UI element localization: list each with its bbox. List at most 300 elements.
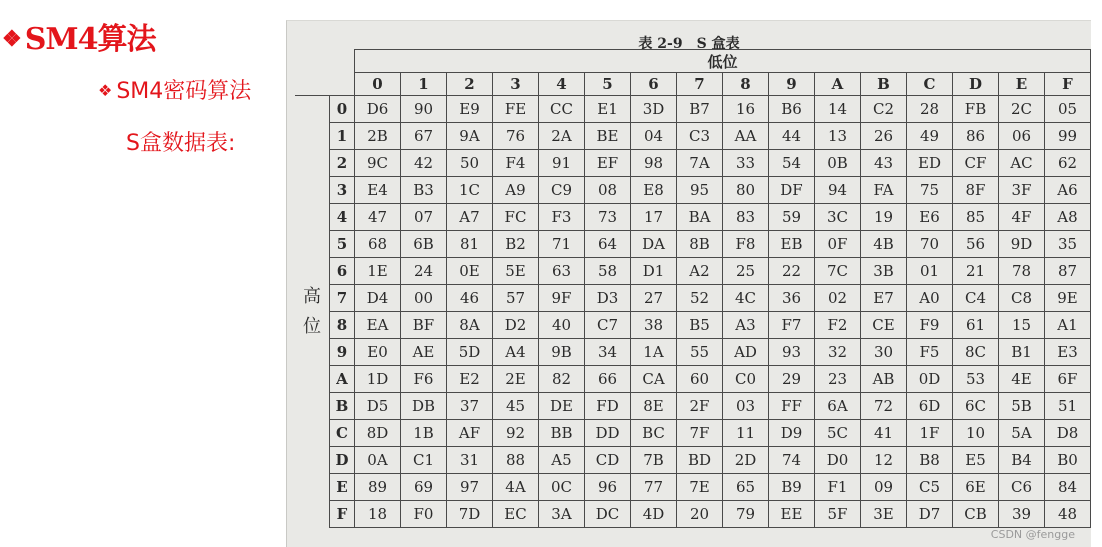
sbox-cell: 4F	[999, 204, 1045, 231]
sbox-cell: D2	[493, 312, 539, 339]
sbox-cell: 77	[631, 474, 677, 501]
sbox-cell: BB	[539, 420, 585, 447]
sbox-cell: 73	[585, 204, 631, 231]
sbox-cell: 80	[723, 177, 769, 204]
column-header: B	[861, 73, 907, 96]
sbox-cell: D8	[1045, 420, 1091, 447]
sbox-cell: FD	[585, 393, 631, 420]
sbox-cell: 8B	[677, 231, 723, 258]
sbox-cell: 12	[861, 447, 907, 474]
sbox-cell: 4B	[861, 231, 907, 258]
sbox-cell: 63	[539, 258, 585, 285]
sbox-cell: 62	[1045, 150, 1091, 177]
sbox-cell: 22	[769, 258, 815, 285]
sbox-cell: C4	[953, 285, 999, 312]
sbox-cell: 97	[447, 474, 493, 501]
sbox-cell: 34	[585, 339, 631, 366]
sbox-cell: B5	[677, 312, 723, 339]
sbox-cell: 53	[953, 366, 999, 393]
sbox-cell: 98	[631, 150, 677, 177]
sbox-cell: D1	[631, 258, 677, 285]
sbox-cell: 8D	[355, 420, 401, 447]
table-row	[295, 150, 1091, 177]
sbox-cell: C0	[723, 366, 769, 393]
sbox-cell: E8	[631, 177, 677, 204]
sbox-cell: B3	[401, 177, 447, 204]
sbox-cell: F3	[539, 204, 585, 231]
sbox-cell: 1F	[907, 420, 953, 447]
column-header: 2	[447, 73, 493, 96]
sbox-cell: 2B	[355, 123, 401, 150]
sbox-cell: EB	[769, 231, 815, 258]
sbox-cell: DA	[631, 231, 677, 258]
sbox-cell: 5F	[815, 501, 861, 528]
sbox-cell: 7C	[815, 258, 861, 285]
sbox-cell: 4E	[999, 366, 1045, 393]
column-header: 6	[631, 73, 677, 96]
table-caption: 表 2-9 S 盒表	[638, 36, 740, 52]
sbox-cell: C3	[677, 123, 723, 150]
sbox-cell: 10	[953, 420, 999, 447]
table-corner	[295, 50, 355, 96]
sbox-cell: 5E	[493, 258, 539, 285]
sbox-cell: BC	[631, 420, 677, 447]
sbox-cell: 8E	[631, 393, 677, 420]
subtitle	[98, 74, 251, 105]
sbox-cell: 32	[815, 339, 861, 366]
sbox-cell: 4C	[723, 285, 769, 312]
sbox-cell: E7	[861, 285, 907, 312]
sbox-cell: 28	[907, 96, 953, 123]
sbox-cell: 2A	[539, 123, 585, 150]
sbox-cell: B8	[907, 447, 953, 474]
sbox-cell: 82	[539, 366, 585, 393]
table-row	[295, 177, 1091, 204]
sbox-cell: 74	[769, 447, 815, 474]
sbox-cell: 5D	[447, 339, 493, 366]
sbox-cell: B7	[677, 96, 723, 123]
sbox-cell: 49	[907, 123, 953, 150]
sbox-cell: 9D	[999, 231, 1045, 258]
sbox-cell: A6	[1045, 177, 1091, 204]
sbox-cell: 92	[493, 420, 539, 447]
sbox-cell: 29	[769, 366, 815, 393]
sbox-cell: 1C	[447, 177, 493, 204]
row-header: 0	[330, 96, 355, 123]
sbox-cell: ED	[907, 150, 953, 177]
sbox-cell: EC	[493, 501, 539, 528]
table-row	[295, 258, 1091, 285]
sbox-cell: B2	[493, 231, 539, 258]
table-row	[295, 420, 1091, 447]
table-row	[295, 393, 1091, 420]
sbox-cell: 93	[769, 339, 815, 366]
sbox-cell: 57	[493, 285, 539, 312]
sbox-cell: 55	[677, 339, 723, 366]
sbox-cell: FE	[493, 96, 539, 123]
sbox-cell: 15	[999, 312, 1045, 339]
sbox-cell: 3E	[861, 501, 907, 528]
sbox-cell: 69	[401, 474, 447, 501]
sbox-cell: 60	[677, 366, 723, 393]
sbox-cell: E4	[355, 177, 401, 204]
sbox-cell: 54	[769, 150, 815, 177]
sbox-cell: 72	[861, 393, 907, 420]
slide-title-text: SM4算法	[24, 22, 156, 57]
sbox-cell: 0C	[539, 474, 585, 501]
sbox-cell: 0E	[447, 258, 493, 285]
diamond-bullet-icon: ❖	[2, 26, 21, 52]
row-header: A	[330, 366, 355, 393]
sbox-cell: 78	[999, 258, 1045, 285]
sbox-cell: 6B	[401, 231, 447, 258]
sbox-cell: 95	[677, 177, 723, 204]
table-row	[295, 501, 1091, 528]
sbox-cell: BA	[677, 204, 723, 231]
sbox-cell: F4	[493, 150, 539, 177]
sbox-cell: 0A	[355, 447, 401, 474]
sbox-cell: 99	[1045, 123, 1091, 150]
sbox-cell: F2	[815, 312, 861, 339]
sbox-cell: A5	[539, 447, 585, 474]
sbox-cell: BD	[677, 447, 723, 474]
sbox-cell: F0	[401, 501, 447, 528]
column-header: 5	[585, 73, 631, 96]
sbox-cell: 4D	[631, 501, 677, 528]
sbox-cell: C5	[907, 474, 953, 501]
sbox-cell: AE	[401, 339, 447, 366]
row-header: 5	[330, 231, 355, 258]
table-row	[295, 204, 1091, 231]
sbox-cell: 81	[447, 231, 493, 258]
sbox-cell: 43	[861, 150, 907, 177]
sbox-cell: 61	[953, 312, 999, 339]
sbox-cell: F8	[723, 231, 769, 258]
sbox-cell: FC	[493, 204, 539, 231]
sbox-cell: 11	[723, 420, 769, 447]
sbox-cell: 02	[815, 285, 861, 312]
sbox-cell: 44	[769, 123, 815, 150]
sbox-cell: 85	[953, 204, 999, 231]
sbox-cell: 5C	[815, 420, 861, 447]
sbox-cell: AF	[447, 420, 493, 447]
watermark: CSDN @fengge	[990, 528, 1075, 541]
sbox-cell: 0D	[907, 366, 953, 393]
sbox-cell: C9	[539, 177, 585, 204]
sbox-cell: 00	[401, 285, 447, 312]
sbox-cell: 9E	[1045, 285, 1091, 312]
row-header: 9	[330, 339, 355, 366]
sbox-cell: 1D	[355, 366, 401, 393]
sbox-cell: 2C	[999, 96, 1045, 123]
sbox-cell: A2	[677, 258, 723, 285]
sbox-cell: E3	[1045, 339, 1091, 366]
sbox-cell: 6C	[953, 393, 999, 420]
sbox-cell: 04	[631, 123, 677, 150]
sbox-cell: 18	[355, 501, 401, 528]
sbox-cell: D5	[355, 393, 401, 420]
sbox-cell: 67	[401, 123, 447, 150]
sbox-cell: A3	[723, 312, 769, 339]
sbox-cell: 23	[815, 366, 861, 393]
sbox-cell: 33	[723, 150, 769, 177]
sbox-cell: 1A	[631, 339, 677, 366]
sbox-cell: DF	[769, 177, 815, 204]
sbox-cell: B6	[769, 96, 815, 123]
table-row	[295, 447, 1091, 474]
sbox-cell: C2	[861, 96, 907, 123]
sbox-cell: AC	[999, 150, 1045, 177]
sbox-cell: BE	[585, 123, 631, 150]
sbox-cell: 7E	[677, 474, 723, 501]
sbox-cell: 87	[1045, 258, 1091, 285]
sbox-cell: 6E	[953, 474, 999, 501]
sbox-cell: 21	[953, 258, 999, 285]
low-bits-header: 低位	[355, 50, 1091, 73]
sbox-cell: E9	[447, 96, 493, 123]
sbox-cell: B0	[1045, 447, 1091, 474]
sbox-cell: D9	[769, 420, 815, 447]
sbox-cell: DC	[585, 501, 631, 528]
sbox-cell: 91	[539, 150, 585, 177]
column-header: 7	[677, 73, 723, 96]
sbox-cell: BF	[401, 312, 447, 339]
sbox-cell: 9F	[539, 285, 585, 312]
high-bits-header: 高 位	[295, 96, 330, 528]
sbox-cell: D3	[585, 285, 631, 312]
sbox-cell: 30	[861, 339, 907, 366]
slide-title	[2, 14, 155, 58]
row-header: 3	[330, 177, 355, 204]
column-header: 3	[493, 73, 539, 96]
column-header: 1	[401, 73, 447, 96]
sbox-cell: 17	[631, 204, 677, 231]
row-header: D	[330, 447, 355, 474]
sbox-cell: 14	[815, 96, 861, 123]
sbox-cell: 4A	[493, 474, 539, 501]
sbox-cell: E6	[907, 204, 953, 231]
sbox-cell: D0	[815, 447, 861, 474]
column-header: 4	[539, 73, 585, 96]
sbox-cell: F9	[907, 312, 953, 339]
table-row	[295, 312, 1091, 339]
sbox-cell: 42	[401, 150, 447, 177]
sbox-cell: 79	[723, 501, 769, 528]
row-header: C	[330, 420, 355, 447]
sbox-cell: 8C	[953, 339, 999, 366]
sbox-cell: 26	[861, 123, 907, 150]
sbox-cell: 9B	[539, 339, 585, 366]
sbox-cell: 31	[447, 447, 493, 474]
sbox-cell: B1	[999, 339, 1045, 366]
sbox-cell: 5A	[999, 420, 1045, 447]
sbox-cell: 20	[677, 501, 723, 528]
column-header: 9	[769, 73, 815, 96]
sbox-cell: 27	[631, 285, 677, 312]
sbox-cell: 68	[355, 231, 401, 258]
sbox-cell: 3F	[999, 177, 1045, 204]
sbox-cell: CD	[585, 447, 631, 474]
sbox-cell: 2F	[677, 393, 723, 420]
table-row	[295, 231, 1091, 258]
sbox-cell: 01	[907, 258, 953, 285]
sbox-cell: 75	[907, 177, 953, 204]
sbox-cell: 5B	[999, 393, 1045, 420]
sbox-cell: 37	[447, 393, 493, 420]
sbox-cell: 39	[999, 501, 1045, 528]
sbox-cell: 0B	[815, 150, 861, 177]
sbox-cell: B4	[999, 447, 1045, 474]
sbox-cell: A0	[907, 285, 953, 312]
sbox-cell: 03	[723, 393, 769, 420]
sbox-cell: E5	[953, 447, 999, 474]
row-header: 1	[330, 123, 355, 150]
sbox-cell: 88	[493, 447, 539, 474]
sbox-cell: 94	[815, 177, 861, 204]
sbox-cell: 08	[585, 177, 631, 204]
sbox-cell: D6	[355, 96, 401, 123]
sbox-cell: DD	[585, 420, 631, 447]
sbox-cell: 6F	[1045, 366, 1091, 393]
sbox-cell: 07	[401, 204, 447, 231]
sbox-cell: FA	[861, 177, 907, 204]
sbox-cell: E0	[355, 339, 401, 366]
sbox-cell: 50	[447, 150, 493, 177]
sbox-cell: A4	[493, 339, 539, 366]
sbox-cell: 0F	[815, 231, 861, 258]
sbox-cell: 84	[1045, 474, 1091, 501]
table-row	[295, 285, 1091, 312]
sbox-cell: EF	[585, 150, 631, 177]
sbox-cell: 47	[355, 204, 401, 231]
sbox-cell: F1	[815, 474, 861, 501]
row-header: 7	[330, 285, 355, 312]
sbox-label: S盒数据表:	[126, 131, 236, 156]
column-header: D	[953, 73, 999, 96]
sbox-cell: C1	[401, 447, 447, 474]
table-row	[295, 474, 1091, 501]
column-header: C	[907, 73, 953, 96]
sbox-cell: 6A	[815, 393, 861, 420]
sbox-cell: 16	[723, 96, 769, 123]
sbox-cell: 7A	[677, 150, 723, 177]
sbox-cell: 71	[539, 231, 585, 258]
sbox-cell: CB	[953, 501, 999, 528]
sbox-cell: 65	[723, 474, 769, 501]
sbox-cell: EE	[769, 501, 815, 528]
sbox-table	[295, 49, 1091, 528]
sbox-cell: 76	[493, 123, 539, 150]
table-row	[295, 96, 1091, 123]
sbox-cell: 46	[447, 285, 493, 312]
sbox-cell: 19	[861, 204, 907, 231]
sbox-cell: 83	[723, 204, 769, 231]
sbox-cell: 25	[723, 258, 769, 285]
sbox-cell: A9	[493, 177, 539, 204]
sbox-cell: 05	[1045, 96, 1091, 123]
column-header: E	[999, 73, 1045, 96]
sbox-cell: DE	[539, 393, 585, 420]
sbox-cell: 24	[401, 258, 447, 285]
sbox-cell: 51	[1045, 393, 1091, 420]
row-header: E	[330, 474, 355, 501]
table-row	[295, 366, 1091, 393]
diamond-bullet-icon: ❖	[98, 81, 113, 100]
sbox-cell: 58	[585, 258, 631, 285]
sbox-cell: C6	[999, 474, 1045, 501]
sbox-cell: 3B	[861, 258, 907, 285]
sbox-cell: CE	[861, 312, 907, 339]
row-header: 4	[330, 204, 355, 231]
sbox-cell: 70	[907, 231, 953, 258]
sbox-cell: 90	[401, 96, 447, 123]
sbox-cell: 1B	[401, 420, 447, 447]
sbox-cell: F6	[401, 366, 447, 393]
sbox-cell: F5	[907, 339, 953, 366]
sbox-cell: 2D	[723, 447, 769, 474]
sbox-cell: B9	[769, 474, 815, 501]
sbox-cell: 89	[355, 474, 401, 501]
sbox-cell: 48	[1045, 501, 1091, 528]
sbox-cell: 3C	[815, 204, 861, 231]
sbox-cell: C7	[585, 312, 631, 339]
sbox-cell: 7D	[447, 501, 493, 528]
sbox-cell: 66	[585, 366, 631, 393]
table-row	[295, 339, 1091, 366]
sbox-cell: F7	[769, 312, 815, 339]
sbox-cell: E2	[447, 366, 493, 393]
sbox-cell: CC	[539, 96, 585, 123]
sbox-cell: AA	[723, 123, 769, 150]
sbox-cell: 41	[861, 420, 907, 447]
row-header: 2	[330, 150, 355, 177]
row-header: 8	[330, 312, 355, 339]
sbox-cell: 3A	[539, 501, 585, 528]
sbox-cell: 86	[953, 123, 999, 150]
sbox-cell: C8	[999, 285, 1045, 312]
sbox-cell: 45	[493, 393, 539, 420]
sbox-cell: CA	[631, 366, 677, 393]
sbox-cell: D7	[907, 501, 953, 528]
sbox-cell: 8A	[447, 312, 493, 339]
sbox-cell: EA	[355, 312, 401, 339]
sbox-cell: 35	[1045, 231, 1091, 258]
subtitle-text: SM4密码算法	[116, 79, 252, 104]
sbox-cell: 59	[769, 204, 815, 231]
column-header: A	[815, 73, 861, 96]
sbox-cell: 09	[861, 474, 907, 501]
sbox-cell: 06	[999, 123, 1045, 150]
sbox-cell: A8	[1045, 204, 1091, 231]
sbox-cell: A7	[447, 204, 493, 231]
sbox-cell: 56	[953, 231, 999, 258]
sbox-cell: 8F	[953, 177, 999, 204]
sbox-cell: CF	[953, 150, 999, 177]
sbox-cell: 6D	[907, 393, 953, 420]
column-header: 0	[355, 73, 401, 96]
sbox-cell: 40	[539, 312, 585, 339]
column-header: F	[1045, 73, 1091, 96]
sbox-photo	[286, 20, 1091, 547]
column-header: 8	[723, 73, 769, 96]
sbox-cell: 3D	[631, 96, 677, 123]
sbox-cell: 2E	[493, 366, 539, 393]
sbox-cell: FF	[769, 393, 815, 420]
row-header: B	[330, 393, 355, 420]
sbox-cell: D4	[355, 285, 401, 312]
sbox-cell: AD	[723, 339, 769, 366]
sbox-cell: 36	[769, 285, 815, 312]
